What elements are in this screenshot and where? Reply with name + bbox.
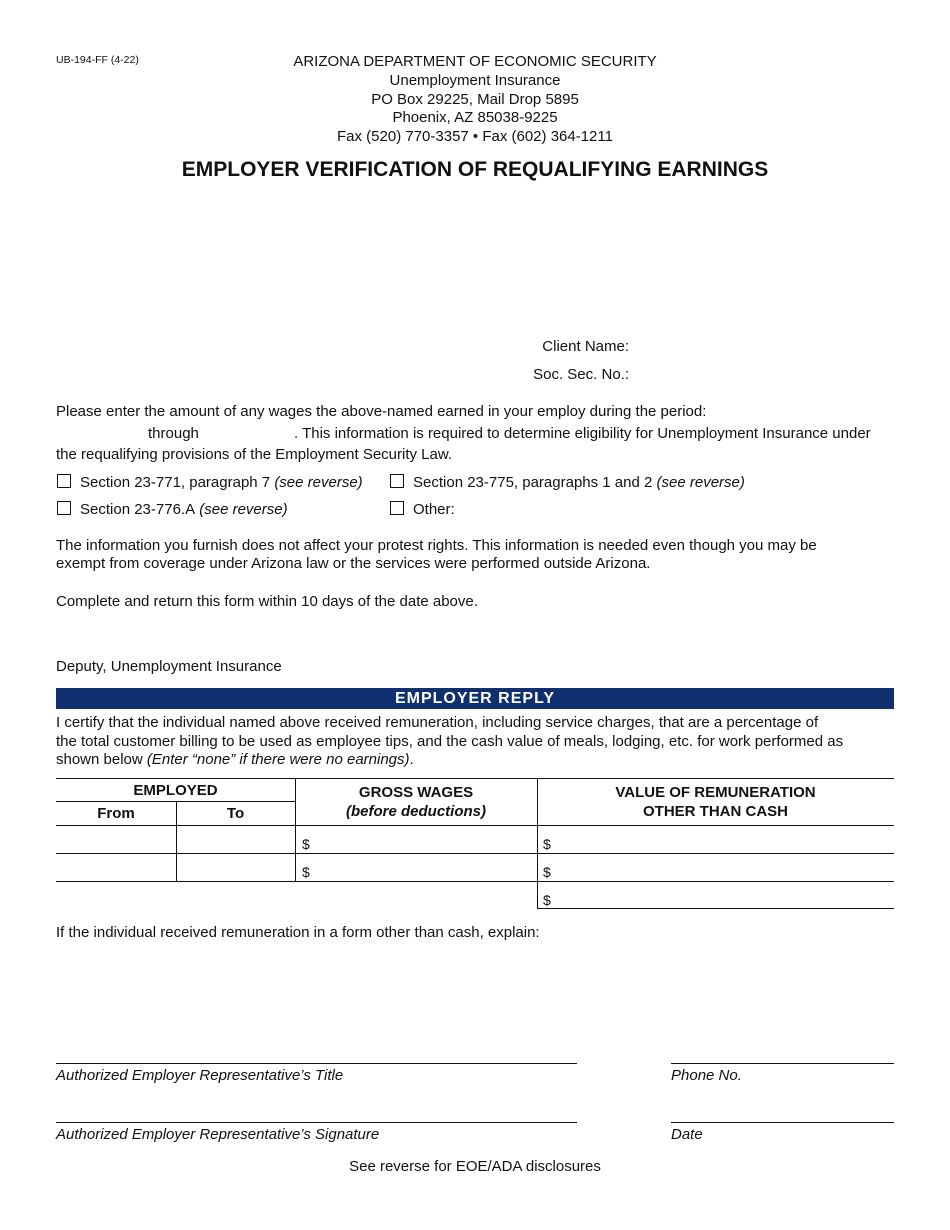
row-3-value-currency: $ xyxy=(543,892,551,908)
checkbox-section-23-776a[interactable] xyxy=(57,501,288,518)
certify-line-2: the total customer billing to be used as employee tips, and the cash value of meals, lodging, etc. for work performed as xyxy=(56,733,844,750)
signature-line[interactable] xyxy=(56,1122,577,1123)
explain-label: If the individual received remuneration in a form other than cash, explain: xyxy=(56,924,540,941)
row-2-from-field[interactable] xyxy=(57,855,175,880)
certify-line-1: I certify that the individual named above received remuneration, including service charges, that are a percentage of xyxy=(56,714,819,731)
division-name: Unemployment Insurance xyxy=(389,72,561,89)
to-header: To xyxy=(226,805,245,822)
date-line[interactable] xyxy=(671,1122,894,1123)
checkbox-label: Section 23-776.A xyxy=(80,501,196,518)
row-1-gross-currency: $ xyxy=(302,836,310,852)
gross-wages-header: GROSS WAGES xyxy=(358,784,474,801)
checkbox-label: Section 23-775, paragraphs 1 and 2 xyxy=(413,474,653,491)
agency-name: ARIZONA DEPARTMENT OF ECONOMIC SECURITY xyxy=(293,53,657,70)
certify-line-3: shown below (Enter “none” if there were no earnings). xyxy=(56,751,414,768)
gross-wages-subheader: (before deductions) xyxy=(345,803,486,820)
row-1-to-field[interactable] xyxy=(177,827,294,852)
checkbox-section-23-771[interactable] xyxy=(57,474,363,491)
request-line-3: the requalifying provisions of the Employment Security Law. xyxy=(56,446,453,463)
city-address: Phoenix, AZ 85038-9225 xyxy=(392,109,558,126)
checkbox-other[interactable] xyxy=(390,501,455,518)
row-3-value-field[interactable] xyxy=(553,883,893,907)
info-line-2: exempt from coverage under Arizona law or the services were performed outside Arizona. xyxy=(56,555,651,572)
request-line-1: Please enter the amount of any wages the above-named earned in your employ during the period: xyxy=(56,403,707,420)
checkbox-icon xyxy=(57,474,71,488)
explain-textarea[interactable] xyxy=(56,946,894,1046)
employed-header: EMPLOYED xyxy=(133,782,218,799)
checkbox-icon xyxy=(57,501,71,515)
table-row-border xyxy=(56,853,894,854)
signature-caption: Authorized Employer Representative’s Signature xyxy=(56,1126,380,1143)
row-2-value-field[interactable] xyxy=(553,855,893,880)
page-title: EMPLOYER VERIFICATION OF REQUALIFYING EARNINGS xyxy=(181,158,769,181)
checkbox-note: (see reverse) xyxy=(274,474,363,491)
table-top-border xyxy=(56,778,894,779)
title-caption: Authorized Employer Representative’s Title xyxy=(56,1067,344,1084)
fax-numbers: Fax (520) 770-3357 • Fax (602) 364-1211 xyxy=(337,128,613,145)
row-2-to-field[interactable] xyxy=(177,855,294,880)
period-start-field[interactable] xyxy=(56,423,144,443)
phone-caption: Phone No. xyxy=(671,1067,742,1084)
checkbox-icon xyxy=(390,474,404,488)
phone-line[interactable] xyxy=(671,1063,894,1064)
po-box: PO Box 29225, Mail Drop 5895 xyxy=(371,91,579,108)
checkbox-icon xyxy=(390,501,404,515)
checkbox-label: Section 23-771, paragraph 7 xyxy=(80,474,271,491)
client-name-field[interactable] xyxy=(635,334,894,356)
table-row-border xyxy=(56,881,894,882)
form-number: UB-194-FF (4-22) xyxy=(56,54,139,66)
ssn-field[interactable] xyxy=(635,362,894,384)
info-line-1: The information you furnish does not affect your protest rights. This information is needed even though you may be xyxy=(56,537,817,554)
title-signature-line[interactable] xyxy=(56,1063,577,1064)
row-2-value-currency: $ xyxy=(543,864,551,880)
date-caption: Date xyxy=(671,1126,703,1143)
checkbox-section-23-775[interactable] xyxy=(390,474,745,491)
client-name-label: Client Name: xyxy=(542,338,629,355)
row-2-gross-currency: $ xyxy=(302,864,310,880)
row-1-value-field[interactable] xyxy=(553,827,893,852)
deputy-label: Deputy, Unemployment Insurance xyxy=(56,658,282,675)
row-1-value-currency: $ xyxy=(543,836,551,852)
period-end-field[interactable] xyxy=(208,423,294,443)
checkbox-note: (see reverse) xyxy=(656,474,745,491)
checkbox-note: (see reverse) xyxy=(199,501,288,518)
from-header: From xyxy=(97,805,135,822)
table-header-border xyxy=(56,825,894,826)
employer-reply-banner: EMPLOYER REPLY xyxy=(56,688,894,709)
table-row-border xyxy=(537,908,894,909)
row-1-gross-field[interactable] xyxy=(312,827,536,852)
other-text-field[interactable] xyxy=(462,499,894,521)
request-line-2: . This information is required to determine eligibility for Unemployment Insurance under xyxy=(294,425,871,442)
return-note: Complete and return this form within 10 days of the date above. xyxy=(56,593,478,610)
footer-note: See reverse for EOE/ADA disclosures xyxy=(349,1158,601,1175)
ssn-label: Soc. Sec. No.: xyxy=(533,366,629,383)
checkbox-label: Other: xyxy=(413,501,455,518)
value-header-line-2: OTHER THAN CASH xyxy=(643,803,788,820)
value-header-line-1: VALUE OF REMUNERATION xyxy=(615,784,816,801)
row-2-gross-field[interactable] xyxy=(312,855,536,880)
row-1-from-field[interactable] xyxy=(57,827,175,852)
through-label: through xyxy=(148,425,199,442)
